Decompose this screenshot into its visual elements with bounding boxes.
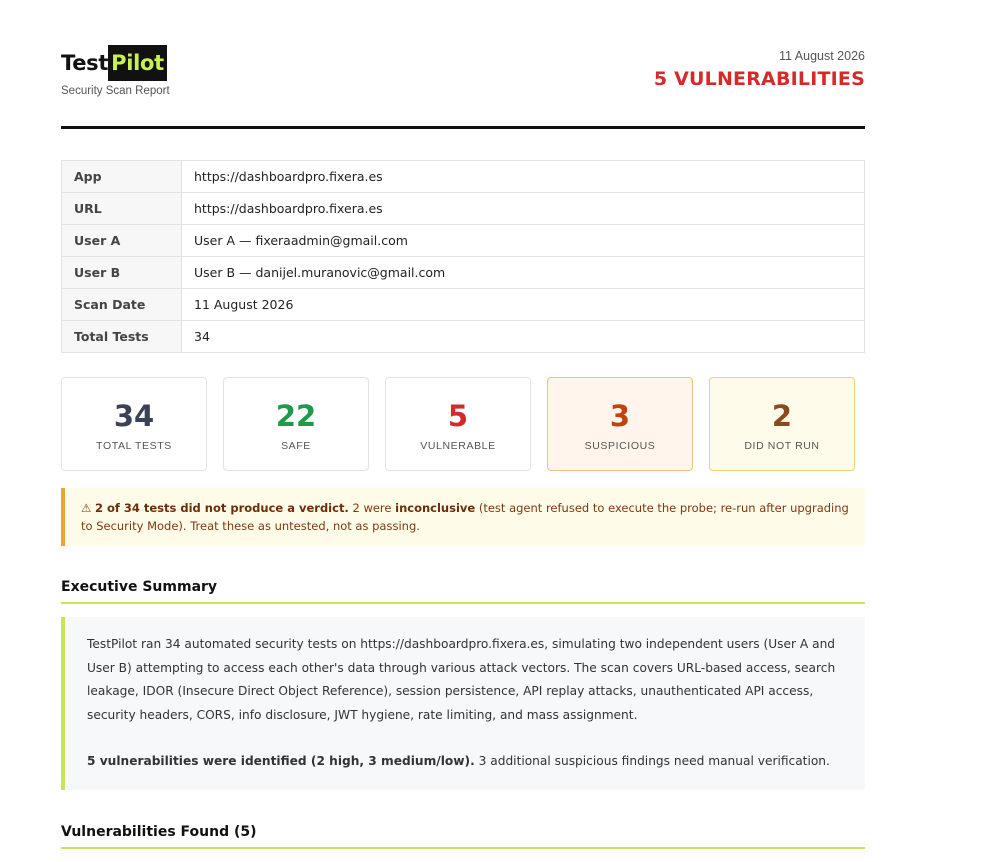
stat-label: SAFE — [281, 440, 311, 452]
stat-card-safe — [223, 377, 369, 471]
stat-value: 2 — [771, 399, 793, 433]
info-key: Scan Date — [62, 289, 182, 321]
info-row-user-b — [62, 257, 865, 289]
info-value: 11 August 2026 — [182, 289, 865, 321]
stat-card-total-tests — [61, 377, 207, 471]
brand — [61, 45, 170, 97]
stat-card-suspicious — [547, 377, 693, 471]
report-date: 11 August 2026 — [779, 49, 865, 63]
alert-inconclusive: inconclusive — [395, 501, 476, 515]
report-page — [61, 0, 865, 849]
warning-triangle-icon: ⚠ — [81, 501, 92, 515]
info-row-url — [62, 193, 865, 225]
vulnerability-count-headline: 5 VULNERABILITIES — [653, 68, 865, 90]
info-key: App — [62, 161, 182, 193]
stat-label: DID NOT RUN — [744, 440, 820, 452]
testpilot-logo — [61, 45, 170, 81]
alert-lead: 2 of 34 tests did not produce a verdict. — [94, 501, 349, 515]
info-key: Total Tests — [62, 321, 182, 353]
summary-paragraph: TestPilot ran 34 automated security tests on https://dashboardpro.fixera.es, simulating two independent users (User A and User B) attempting to access each other's data through various attack vectors. The scan covers URL-based access, search leakage, IDOR (Insecure Direct Object Reference), session persistence, API replay attacks, unauthenticated API access, security headers, CORS, info disclosure, JWT hygiene, rate limiting, and mass assignment. — [87, 637, 836, 722]
stat-label: VULNERABLE — [420, 440, 496, 452]
info-value: User B — danijel.muranovic@gmail.com — [182, 257, 865, 289]
alert-text: 2 were — [348, 501, 396, 515]
stat-label: TOTAL TESTS — [96, 440, 172, 452]
info-key: User A — [62, 225, 182, 257]
executive-summary-heading: Executive Summary — [61, 579, 865, 604]
stat-cards — [61, 377, 865, 471]
logo-text-pilot: Pilot — [108, 45, 167, 81]
scan-info-table — [61, 160, 865, 353]
summary-findings-bold: 5 vulnerabilities were identified (2 high, 3 medium/low). — [87, 754, 475, 768]
no-verdict-alert — [61, 488, 865, 546]
stat-value: 22 — [275, 399, 317, 433]
stat-card-vulnerable — [385, 377, 531, 471]
header-meta — [654, 49, 865, 90]
report-subtitle: Security Scan Report — [61, 85, 170, 97]
info-key: URL — [62, 193, 182, 225]
stat-label: SUSPICIOUS — [584, 440, 656, 452]
stat-value: 34 — [113, 399, 155, 433]
info-row-app — [62, 161, 865, 193]
info-value: https://dashboardpro.fixera.es — [182, 161, 865, 193]
vulnerabilities-found-heading: Vulnerabilities Found (5) — [61, 824, 865, 849]
info-value: 34 — [182, 321, 865, 353]
info-value: User A — fixeraadmin@gmail.com — [182, 225, 865, 257]
stat-value: 3 — [609, 399, 631, 433]
stat-value: 5 — [447, 399, 469, 433]
summary-findings — [87, 750, 843, 774]
executive-summary-box — [61, 617, 865, 790]
info-row-user-a — [62, 225, 865, 257]
info-row-total-tests — [62, 321, 865, 353]
summary-findings-rest: 3 additional suspicious findings need manual verification. — [474, 754, 830, 768]
alert-text: (test agent refused to execute the probe; re-run after upgrading to Security Mode). Treat these as untested, not as passing. — [81, 501, 849, 533]
info-row-scan-date — [62, 289, 865, 321]
info-key: User B — [62, 257, 182, 289]
stat-card-did-not-run — [709, 377, 855, 471]
report-header — [61, 0, 865, 129]
logo-text-test: Test — [61, 51, 109, 75]
info-value: https://dashboardpro.fixera.es — [182, 193, 865, 225]
